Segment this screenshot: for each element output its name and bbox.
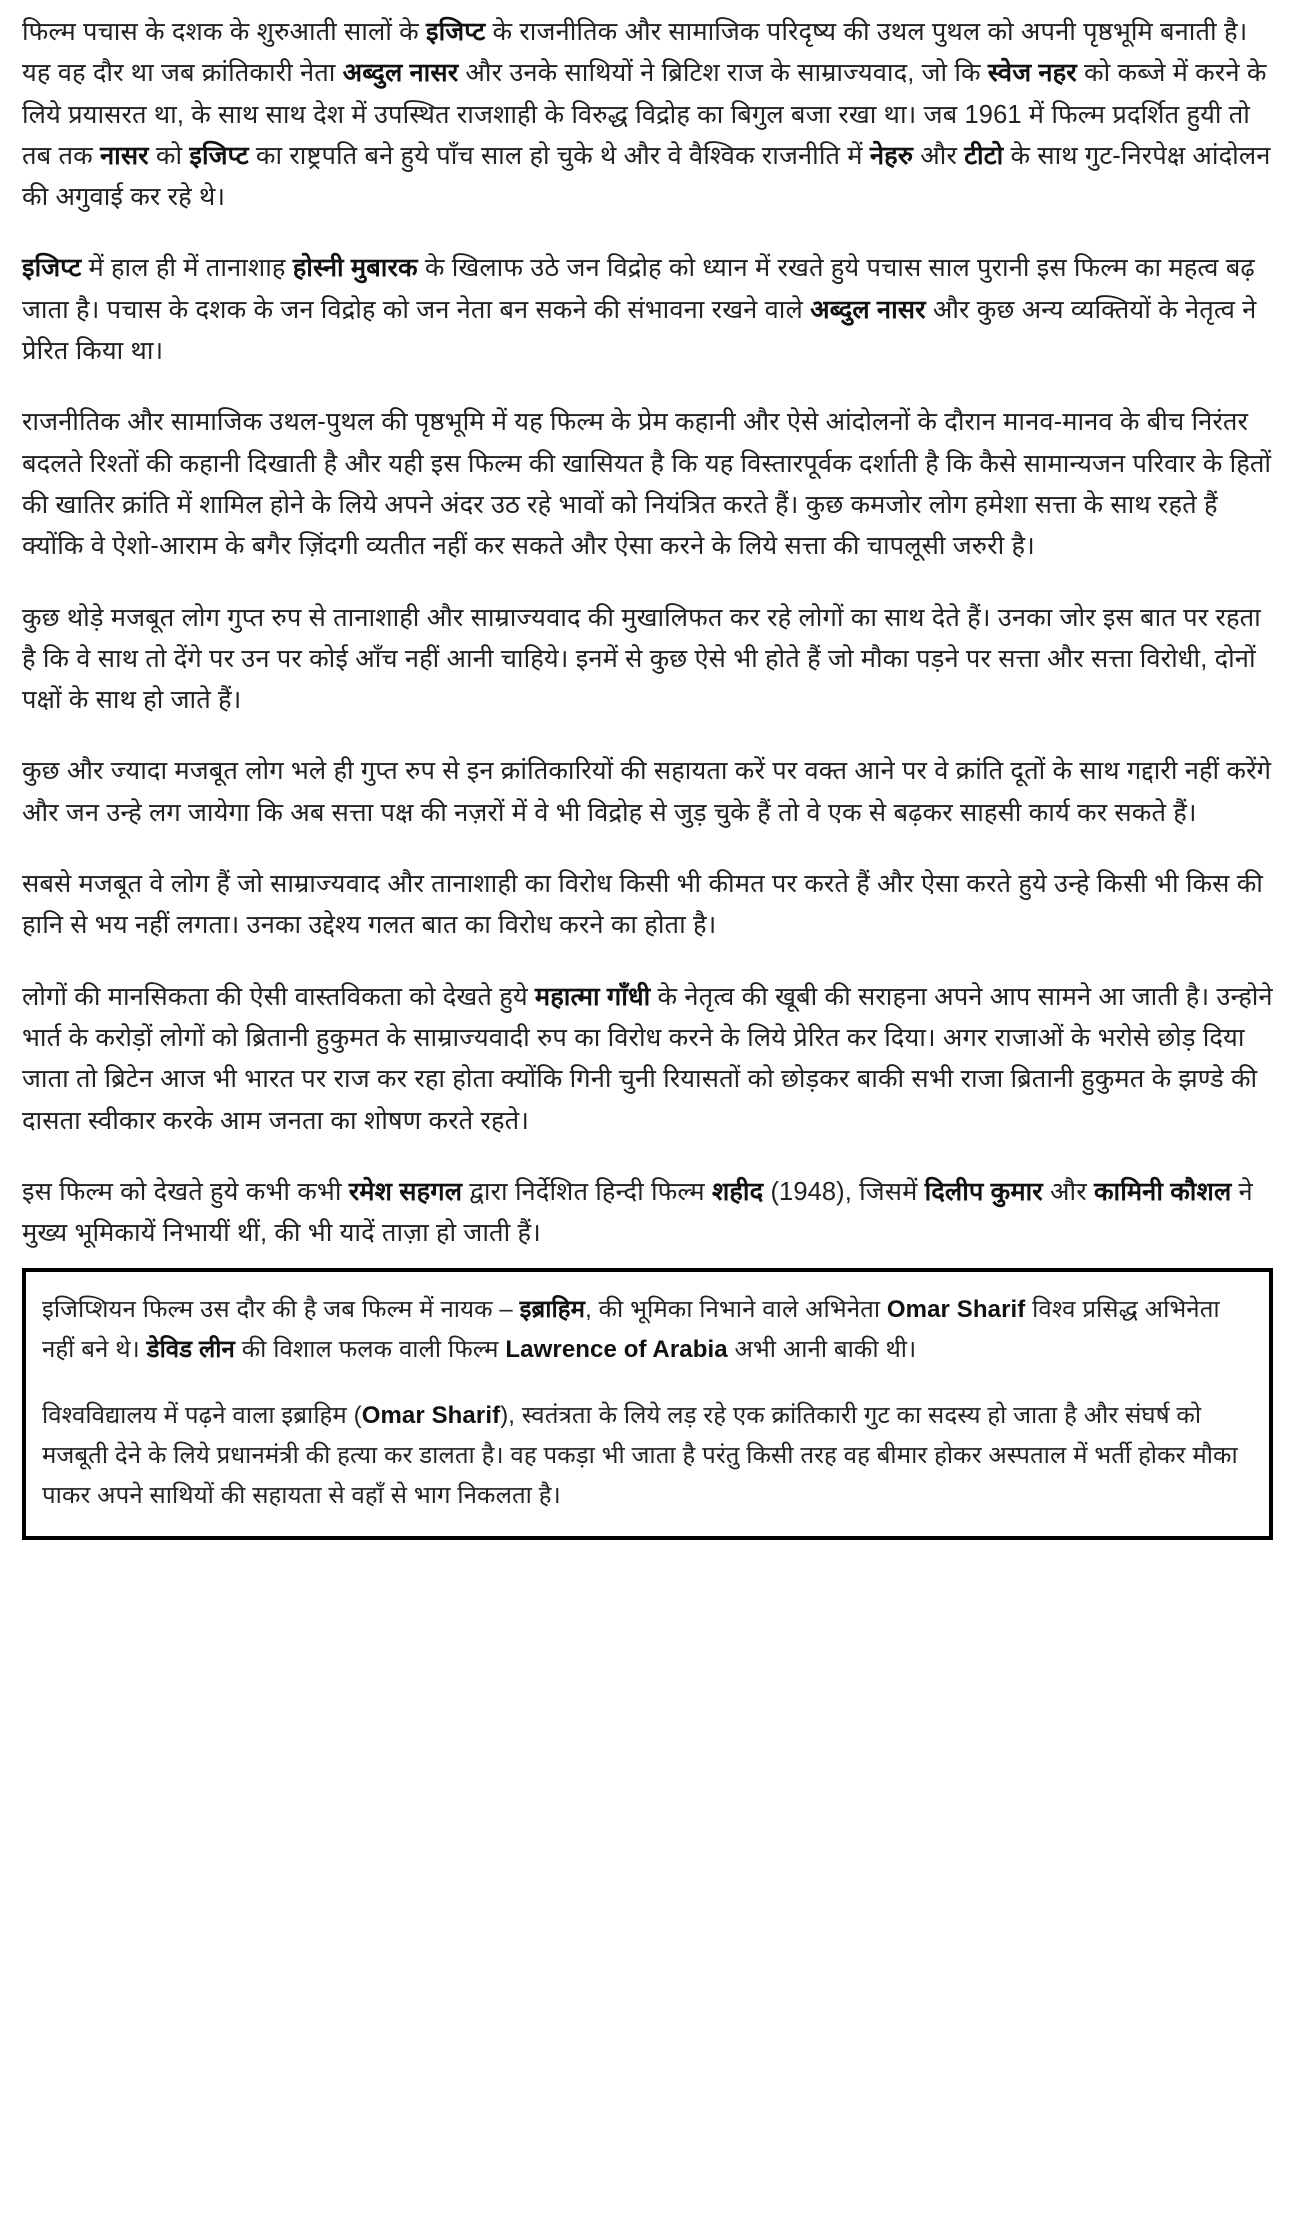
emphasis-text: Omar Sharif: [886, 1296, 1026, 1324]
emphasis-text: इजिप्ट: [189, 141, 249, 170]
paragraph: राजनीतिक और सामाजिक उथल-पुथल की पृष्ठभूमि में यह फिल्म के प्रेम कहानी और ऐसे आंदोलनों के दौरान मानव-मानव के बीच निरंतर बदलते रिश्तों की कहानी दिखाती है और यही इस फिल्म की खासियत है कि यह विस्तारपूर्वक दर्शाती है कि कैसे सामान्यजन परिवार के हितों की खातिर क्रांति में शामिल होने के लिये अपने अंदर उठ रहे भावों को नियंत्रित करते हैं। कुछ कमजोर लोग हमेशा सत्ता के साथ रहते हैं क्योंकि वे ऐशो-आराम के बगैर ज़िंदगी व्यतीत नहीं कर सकते और ऐसा करने के लिये सत्ता की चापलूसी जरुरी है।: [22, 408, 1272, 561]
emphasis-text: Omar Sharif: [361, 1402, 501, 1430]
emphasis-text: इजिप्ट: [426, 18, 486, 46]
paragraph: इजिप्शियन फिल्म उस दौर की है जब फिल्म में नायक – इब्राहिम, की भूमिका निभाने वाले अभिनेता Omar Sharif विश्व प्रसिद्ध अभिनेता नहीं बने थे। डेविड लीन की विशाल फलक वाली फिल्म Lawrence of Arabia अभी आनी बाकी थी।: [42, 1296, 1220, 1364]
emphasis-text: डेविड लीन: [146, 1336, 235, 1364]
emphasis-text: स्वेज नहर: [987, 59, 1077, 88]
emphasis-text: नेहरु: [869, 141, 914, 170]
paragraph: विश्वविद्यालय में पढ़ने वाला इब्राहिम (Omar Sharif), स्वतंत्रता के लिये लड़ रहे एक क्रांतिकारी गुट का सदस्य हो जाता है और संघर्ष को मजबूती देने के लिये प्रधानमंत्री की हत्या कर डालता है। वह पकड़ा भी जाता है परंतु किसी तरह वह बीमार होकर अस्पताल में भर्ती होकर मौका पाकर अपने साथियों की सहायता से वहाँ से भाग निकलता है।: [42, 1402, 1238, 1509]
highlighted-callout-box: [22, 1268, 1273, 1539]
paragraph: सबसे मजबूत वे लोग हैं जो साम्राज्यवाद और तानाशाही का विरोध किसी भी कीमत पर करते हैं और ऐसा करते हुये उन्हे किसी भी किस की हानि से भय नहीं लगता। उनका उद्देश्य गलत बात का विरोध करने का होता है।: [22, 870, 1263, 940]
emphasis-text: शहीद: [711, 1177, 764, 1206]
emphasis-text: होस्नी मुबारक: [292, 254, 418, 283]
paragraph: कुछ थोड़े मजबूत लोग गुप्त रुप से तानाशाही और साम्राज्यवाद की मुखालिफत कर रहे लोगों का साथ देते हैं। उनका जोर इस बात पर रहता है कि वे साथ तो देंगे पर उन पर कोई आँच नहीं आनी चाहिये। इनमें से कुछ ऐसे भी होते हैं जो मौका पड़ने पर सत्ता और सत्ता विरोधी, दोनों पक्षों के साथ हो जाते हैं।: [22, 603, 1261, 715]
emphasis-text: इब्राहिम: [519, 1296, 586, 1324]
emphasis-text: इजिप्ट: [22, 254, 82, 283]
emphasis-text: नासर: [99, 141, 149, 170]
article-body: [22, 12, 1273, 1254]
paragraph: इजिप्ट में हाल ही में तानाशाह होस्नी मुबारक के खिलाफ उठे जन विद्रोह को ध्यान में रखते हुये पचास साल पुरानी इस फिल्म का महत्व बढ़ जाता है। पचास के दशक के जन विद्रोह को जन नेता बन सकने की संभावना रखने वाले अब्दुल नासर और कुछ अन्य व्यक्तियों के नेतृत्व ने प्रेरित किया था।: [22, 254, 1257, 366]
emphasis-text: कामिनी कौशल: [1093, 1177, 1232, 1206]
emphasis-text: महात्मा गाँधी: [534, 982, 651, 1011]
paragraph: इस फिल्म को देखते हुये कभी कभी रमेश सहगल द्वारा निर्देशित हिन्दी फिल्म शहीद (1948), जिसमें दिलीप कुमार और कामिनी कौशल ने मुख्य भूमिकायें निभायीं थीं, की भी यादें ताज़ा हो जाती हैं।: [22, 1177, 1253, 1248]
emphasis-text: Lawrence of Arabia: [505, 1336, 728, 1364]
emphasis-text: दिलीप कुमार: [924, 1177, 1043, 1206]
emphasis-text: अब्दुल नासर: [810, 295, 926, 324]
paragraph: फिल्म पचास के दशक के शुरुआती सालों के इजिप्ट के राजनीतिक और सामाजिक परिदृष्य की उथल पुथल को अपनी पृष्ठभूमि बनाती है। यह वह दौर था जब क्रांतिकारी नेता अब्दुल नासर और उनके साथियों ने ब्रिटिश राज के साम्राज्यवाद, जो कि स्वेज नहर को कब्जे में करने के लिये प्रयासरत था, के साथ साथ देश में उपस्थित राजशाही के विरुद्ध विद्रोह का बिगुल बजा रखा था। जब 1961 में फिल्म प्रदर्शित हुयी तो तब तक नासर को इजिप्ट का राष्ट्रपति बने हुये पाँच साल हो चुके थे और वे वैश्विक राजनीति में नेहरु और टीटो के साथ गुट-निरपेक्ष आंदोलन की अगुवाई कर रहे थे।: [22, 18, 1271, 212]
emphasis-text: रमेश सहगल: [348, 1177, 463, 1206]
emphasis-text: अब्दुल नासर: [342, 59, 459, 88]
emphasis-text: टीटो: [964, 141, 1004, 170]
paragraph: कुछ और ज्यादा मजबूत लोग भले ही गुप्त रुप से इन क्रांतिकारियों की सहायता करें पर वक्त आने पर वे क्रांति दूतों के साथ गद्दारी नहीं करेंगे और जन उन्हे लग जायेगा कि अब सत्ता पक्ष की नज़रों में वे भी विद्रोह से जुड़ चुके हैं तो वे एक से बढ़कर साहसी कार्य कर सकते हैं।: [22, 757, 1272, 827]
paragraph: लोगों की मानसिकता की ऐसी वास्तविकता को देखते हुये महात्मा गाँधी के नेतृत्व की खूबी की सराहना अपने आप सामने आ जाती है। उन्होने भार्त के करोड़ों लोगों को ब्रितानी हुकुमत के साम्राज्यवादी रुप का विरोध करने के लिये प्रेरित कर दिया। अगर राजाओं के भरोसे छोड़ दिया जाता तो ब्रिटेन आज भी भारत पर राज कर रहा होता क्योंकि गिनी चुनी रियासतों को छोड़कर बाकी सभी राजा ब्रितानी हुकुमत के झण्डे की दासता स्वीकार करके आम जनता का शोषण करते रहते।: [22, 982, 1273, 1135]
